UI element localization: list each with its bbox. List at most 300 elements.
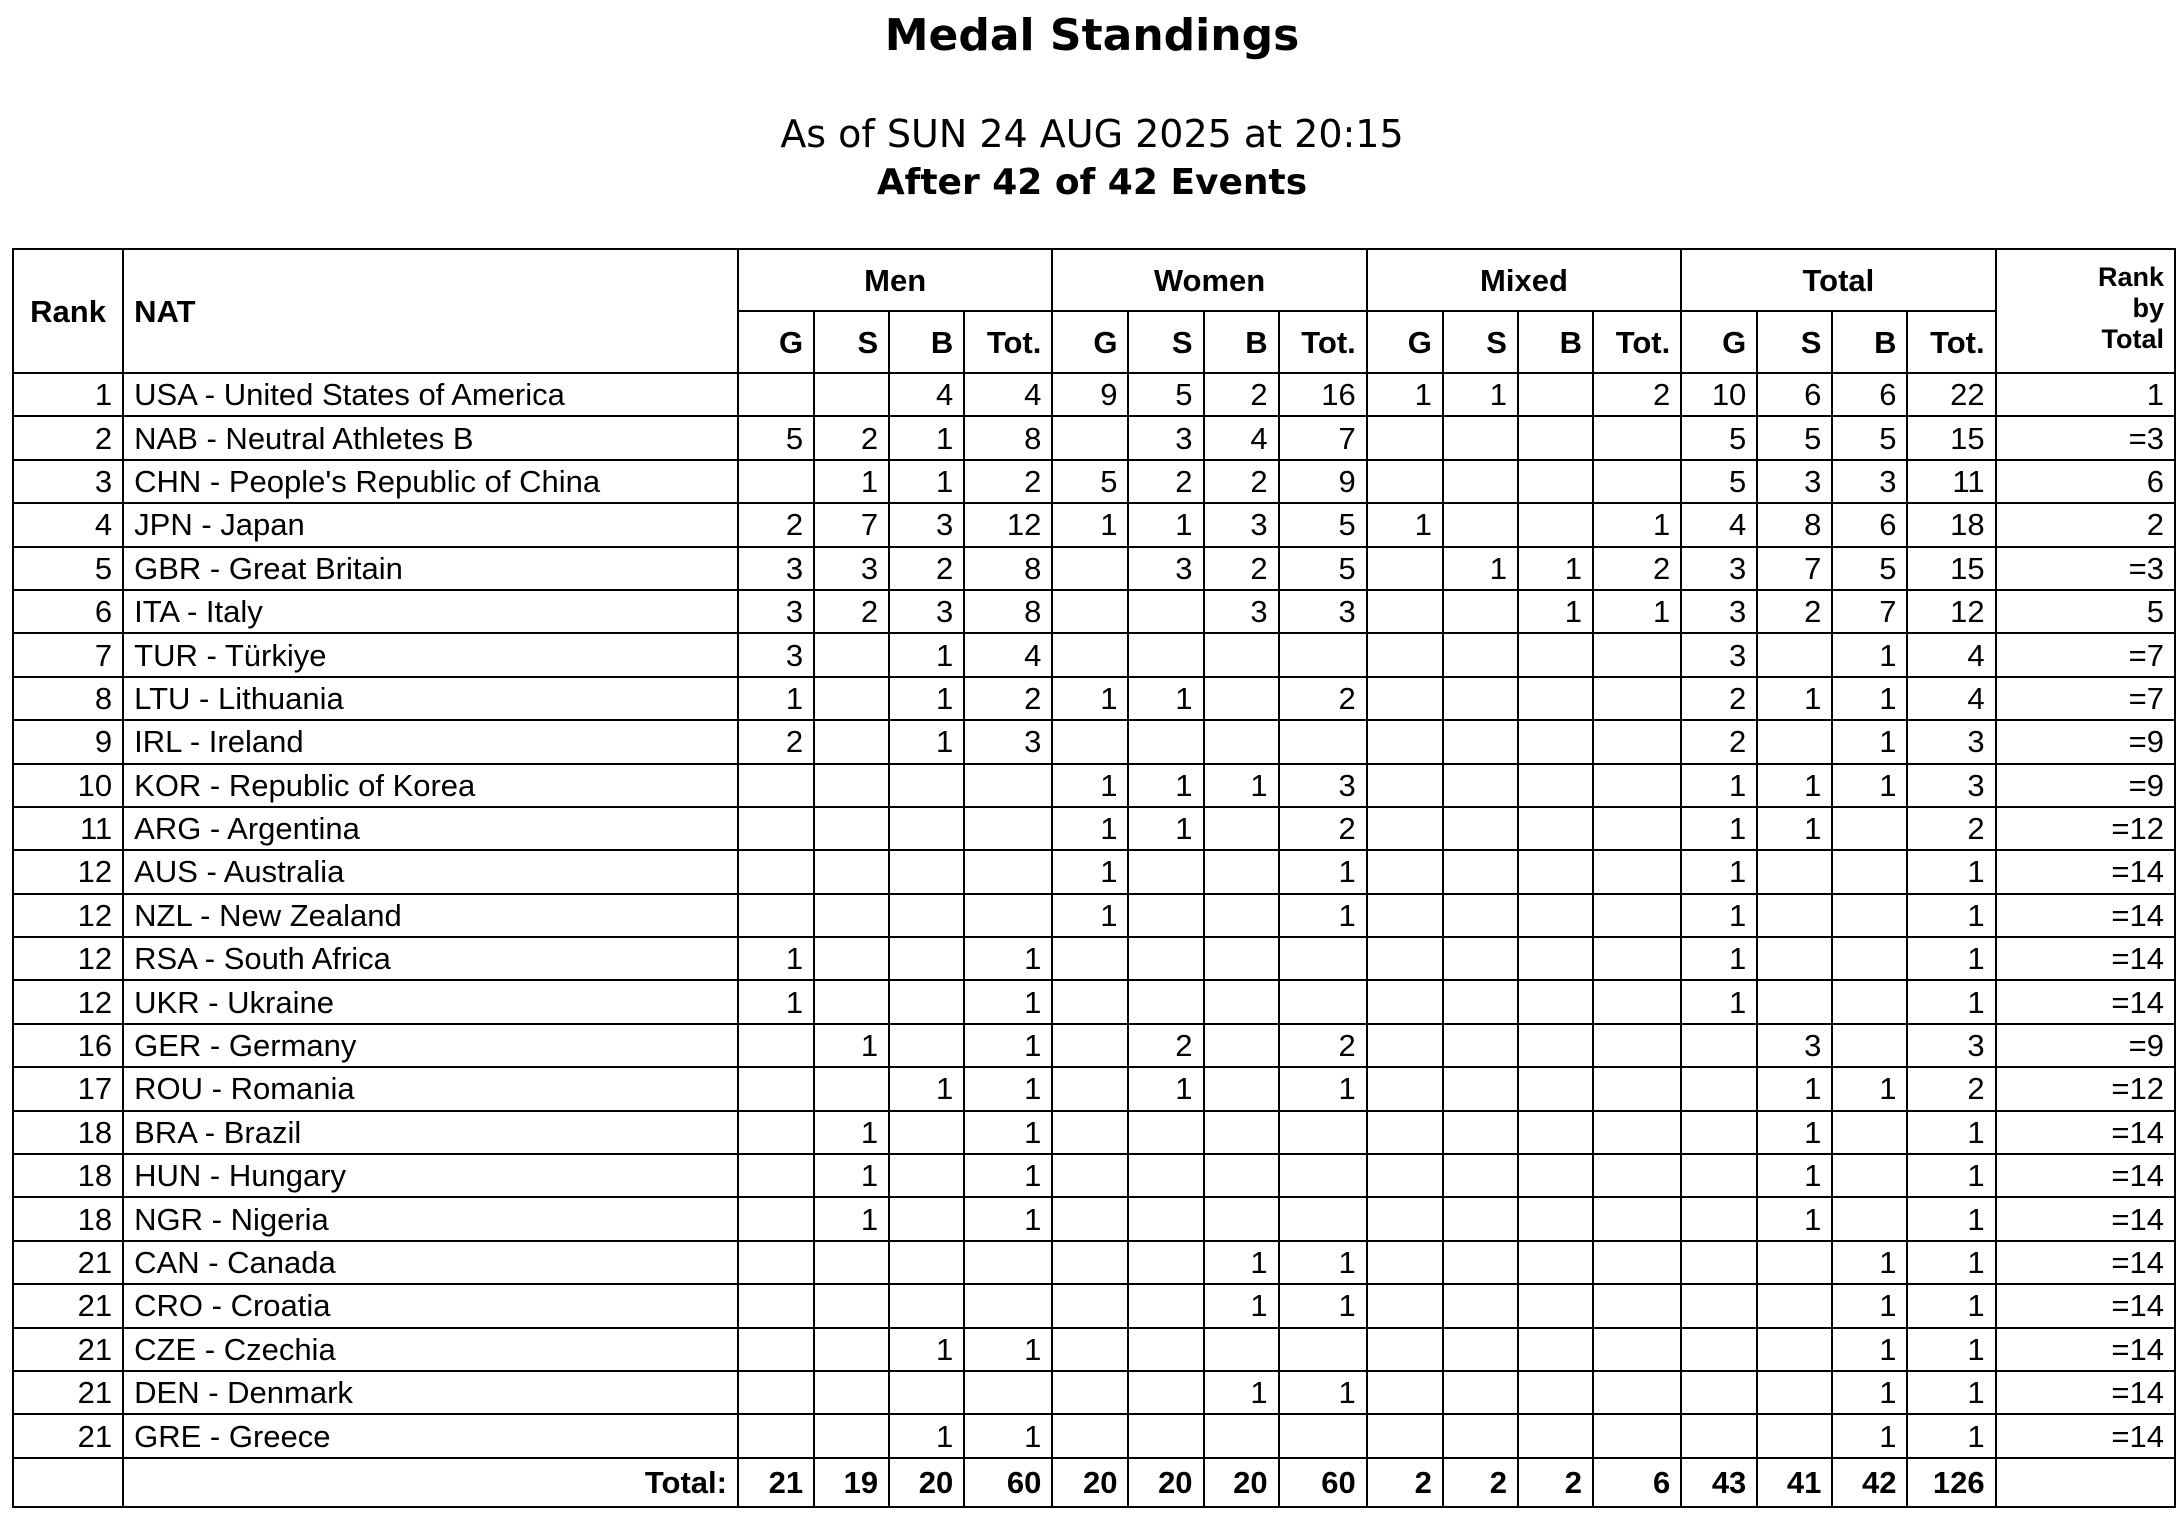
totals-blank-cell — [13, 1458, 123, 1507]
header-rank-by-total: Rank by Total — [1996, 249, 2175, 373]
cell-mixed-b — [1518, 1241, 1593, 1284]
cell-total-s: 2 — [1757, 590, 1832, 633]
header-total-s: S — [1757, 311, 1832, 373]
cell-mixed-b — [1518, 807, 1593, 850]
cell-rank-by-total: =3 — [1996, 416, 2175, 459]
cell-women-b: 1 — [1204, 1284, 1279, 1327]
cell-total-b: 6 — [1832, 373, 1907, 416]
cell-men-tot: 1 — [964, 980, 1052, 1023]
cell-total-g — [1681, 1241, 1757, 1284]
cell-men-tot — [964, 807, 1052, 850]
cell-mixed-s — [1443, 1328, 1518, 1371]
cell-nat: DEN - Denmark — [123, 1371, 738, 1414]
cell-mixed-tot — [1593, 1414, 1681, 1457]
cell-mixed-s — [1443, 633, 1518, 676]
cell-mixed-b — [1518, 1197, 1593, 1240]
cell-men-s: 1 — [814, 1111, 889, 1154]
medal-table — [12, 248, 2176, 1508]
cell-men-tot: 8 — [964, 416, 1052, 459]
totals-row — [13, 1458, 2175, 1507]
header-men-tot: Tot. — [964, 311, 1052, 373]
cell-mixed-tot — [1593, 677, 1681, 720]
cell-mixed-s — [1443, 1284, 1518, 1327]
cell-women-s: 2 — [1128, 1024, 1203, 1067]
cell-rank: 6 — [13, 590, 123, 633]
cell-men-tot: 4 — [964, 633, 1052, 676]
table-row — [13, 1414, 2175, 1457]
cell-men-s — [814, 1371, 889, 1414]
cell-total-g: 1 — [1681, 937, 1757, 980]
cell-women-b — [1204, 1414, 1279, 1457]
cell-men-g — [738, 1111, 814, 1154]
cell-women-b — [1204, 1024, 1279, 1067]
cell-total-g: 1 — [1681, 980, 1757, 1023]
cell-men-b — [889, 1241, 964, 1284]
cell-mixed-b: 1 — [1518, 590, 1593, 633]
cell-rank-by-total: =9 — [1996, 1024, 2175, 1067]
cell-rank-by-total: =14 — [1996, 894, 2175, 937]
cell-men-tot: 1 — [964, 1154, 1052, 1197]
page-title: Medal Standings — [884, 10, 1300, 61]
cell-mixed-tot — [1593, 1024, 1681, 1067]
header-rank: Rank — [13, 249, 123, 373]
cell-nat: ITA - Italy — [123, 590, 738, 633]
cell-rank-by-total: =14 — [1996, 980, 2175, 1023]
cell-women-b — [1204, 1111, 1279, 1154]
cell-men-b: 1 — [889, 720, 964, 763]
cell-total-tot: 22 — [1907, 373, 1995, 416]
cell-total-b: 1 — [1832, 720, 1907, 763]
cell-mixed-b — [1518, 937, 1593, 980]
header-women-b: B — [1204, 311, 1279, 373]
cell-total-b: 1 — [1832, 677, 1907, 720]
cell-total-s — [1757, 720, 1832, 763]
cell-men-g — [738, 894, 814, 937]
cell-total-b — [1832, 937, 1907, 980]
cell-men-s — [814, 633, 889, 676]
header-women-s: S — [1128, 311, 1203, 373]
cell-women-tot: 3 — [1279, 764, 1367, 807]
cell-men-g: 5 — [738, 416, 814, 459]
cell-women-b: 3 — [1204, 590, 1279, 633]
cell-nat: USA - United States of America — [123, 373, 738, 416]
cell-women-s — [1128, 590, 1203, 633]
cell-mixed-g — [1367, 1197, 1443, 1240]
cell-men-s: 1 — [814, 1024, 889, 1067]
cell-men-g — [738, 1154, 814, 1197]
cell-total-s — [1757, 980, 1832, 1023]
cell-women-g — [1052, 1371, 1128, 1414]
cell-women-g — [1052, 1111, 1128, 1154]
cell-nat: RSA - South Africa — [123, 937, 738, 980]
cell-women-s — [1128, 1328, 1203, 1371]
table-row — [13, 1284, 2175, 1327]
cell-women-tot: 1 — [1279, 894, 1367, 937]
cell-women-b — [1204, 807, 1279, 850]
cell-mixed-b — [1518, 1067, 1593, 1110]
cell-men-s — [814, 1328, 889, 1371]
cell-rank-by-total: 5 — [1996, 590, 2175, 633]
cell-total-b: 1 — [1832, 1067, 1907, 1110]
cell-rank: 18 — [13, 1154, 123, 1197]
table-row — [13, 1067, 2175, 1110]
cell-mixed-s — [1443, 1111, 1518, 1154]
cell-total-g — [1681, 1154, 1757, 1197]
cell-rank-by-total: =14 — [1996, 1241, 2175, 1284]
table-row — [13, 416, 2175, 459]
cell-mixed-g — [1367, 720, 1443, 763]
cell-men-g — [738, 764, 814, 807]
cell-mixed-g — [1367, 1067, 1443, 1110]
cell-nat: CHN - People's Republic of China — [123, 460, 738, 503]
cell-women-tot: 16 — [1279, 373, 1367, 416]
cell-total-tot: 1 — [1907, 1284, 1995, 1327]
cell-women-g: 9 — [1052, 373, 1128, 416]
cell-men-g: 3 — [738, 633, 814, 676]
cell-mixed-tot — [1593, 1067, 1681, 1110]
cell-women-s: 1 — [1128, 807, 1203, 850]
table-row — [13, 1197, 2175, 1240]
total-total-tot: 126 — [1907, 1458, 1995, 1507]
cell-nat: CZE - Czechia — [123, 1328, 738, 1371]
cell-total-g: 5 — [1681, 460, 1757, 503]
cell-men-tot: 1 — [964, 1024, 1052, 1067]
cell-mixed-tot — [1593, 633, 1681, 676]
cell-men-g — [738, 850, 814, 893]
cell-men-s — [814, 980, 889, 1023]
table-row — [13, 850, 2175, 893]
cell-women-s — [1128, 1414, 1203, 1457]
cell-nat: JPN - Japan — [123, 503, 738, 546]
cell-total-g: 1 — [1681, 894, 1757, 937]
cell-total-s — [1757, 1284, 1832, 1327]
cell-total-tot: 1 — [1907, 894, 1995, 937]
cell-women-tot — [1279, 1328, 1367, 1371]
cell-women-b — [1204, 633, 1279, 676]
cell-mixed-g — [1367, 416, 1443, 459]
cell-men-tot — [964, 764, 1052, 807]
cell-women-g — [1052, 1067, 1128, 1110]
cell-men-tot: 8 — [964, 547, 1052, 590]
cell-women-b — [1204, 677, 1279, 720]
cell-women-g — [1052, 1241, 1128, 1284]
cell-mixed-g — [1367, 764, 1443, 807]
cell-mixed-s — [1443, 590, 1518, 633]
cell-men-g — [738, 1241, 814, 1284]
cell-men-g: 3 — [738, 590, 814, 633]
cell-total-tot: 1 — [1907, 1197, 1995, 1240]
cell-women-b — [1204, 980, 1279, 1023]
cell-rank: 21 — [13, 1328, 123, 1371]
cell-total-tot: 1 — [1907, 1414, 1995, 1457]
cell-total-tot: 4 — [1907, 677, 1995, 720]
table-row — [13, 677, 2175, 720]
cell-rank: 3 — [13, 460, 123, 503]
cell-mixed-b — [1518, 980, 1593, 1023]
cell-mixed-tot — [1593, 894, 1681, 937]
total-women-g: 20 — [1052, 1458, 1128, 1507]
header-mixed-b: B — [1518, 311, 1593, 373]
cell-men-tot: 12 — [964, 503, 1052, 546]
cell-men-b: 1 — [889, 416, 964, 459]
cell-mixed-tot: 1 — [1593, 503, 1681, 546]
cell-women-s — [1128, 720, 1203, 763]
cell-men-b — [889, 1024, 964, 1067]
cell-men-g — [738, 1067, 814, 1110]
cell-women-b — [1204, 1328, 1279, 1371]
cell-total-b — [1832, 980, 1907, 1023]
cell-total-b — [1832, 850, 1907, 893]
cell-mixed-g — [1367, 980, 1443, 1023]
cell-mixed-s — [1443, 937, 1518, 980]
cell-total-tot: 1 — [1907, 1328, 1995, 1371]
cell-mixed-b — [1518, 1154, 1593, 1197]
cell-women-b: 3 — [1204, 503, 1279, 546]
cell-nat: KOR - Republic of Korea — [123, 764, 738, 807]
cell-total-s — [1757, 1371, 1832, 1414]
cell-nat: ROU - Romania — [123, 1067, 738, 1110]
cell-women-s — [1128, 1197, 1203, 1240]
cell-total-tot: 11 — [1907, 460, 1995, 503]
cell-total-b: 5 — [1832, 547, 1907, 590]
cell-total-tot: 3 — [1907, 720, 1995, 763]
table-row — [13, 633, 2175, 676]
cell-men-g — [738, 1414, 814, 1457]
cell-men-s — [814, 1067, 889, 1110]
cell-rank-by-total: =14 — [1996, 1371, 2175, 1414]
table-row — [13, 547, 2175, 590]
cell-men-g — [738, 1371, 814, 1414]
cell-total-g — [1681, 1328, 1757, 1371]
cell-mixed-g — [1367, 1241, 1443, 1284]
cell-total-s: 1 — [1757, 764, 1832, 807]
cell-mixed-b — [1518, 1024, 1593, 1067]
cell-women-g: 1 — [1052, 503, 1128, 546]
total-men-s: 19 — [814, 1458, 889, 1507]
cell-women-tot — [1279, 1111, 1367, 1154]
cell-rank-by-total: =12 — [1996, 1067, 2175, 1110]
cell-rank: 7 — [13, 633, 123, 676]
cell-men-b — [889, 764, 964, 807]
header-mixed-g: G — [1367, 311, 1443, 373]
cell-nat: CRO - Croatia — [123, 1284, 738, 1327]
table-row — [13, 894, 2175, 937]
cell-mixed-g — [1367, 850, 1443, 893]
cell-mixed-s — [1443, 1197, 1518, 1240]
cell-rank-by-total: =12 — [1996, 807, 2175, 850]
cell-rank: 18 — [13, 1197, 123, 1240]
cell-total-tot: 1 — [1907, 850, 1995, 893]
cell-women-s: 2 — [1128, 460, 1203, 503]
cell-rank-by-total: =14 — [1996, 1284, 2175, 1327]
cell-women-tot: 3 — [1279, 590, 1367, 633]
cell-women-g — [1052, 1197, 1128, 1240]
cell-total-b — [1832, 1024, 1907, 1067]
cell-mixed-s — [1443, 850, 1518, 893]
cell-total-b: 6 — [1832, 503, 1907, 546]
cell-mixed-s — [1443, 416, 1518, 459]
cell-mixed-b — [1518, 503, 1593, 546]
cell-mixed-tot — [1593, 720, 1681, 763]
cell-total-g: 3 — [1681, 547, 1757, 590]
cell-mixed-s — [1443, 1371, 1518, 1414]
cell-men-s — [814, 1284, 889, 1327]
cell-mixed-s — [1443, 720, 1518, 763]
cell-rank: 21 — [13, 1414, 123, 1457]
cell-mixed-g — [1367, 807, 1443, 850]
cell-men-s: 7 — [814, 503, 889, 546]
cell-men-s — [814, 850, 889, 893]
cell-total-tot: 3 — [1907, 1024, 1995, 1067]
cell-mixed-s — [1443, 503, 1518, 546]
cell-women-tot: 1 — [1279, 850, 1367, 893]
cell-men-s: 2 — [814, 416, 889, 459]
cell-mixed-tot — [1593, 980, 1681, 1023]
cell-mixed-g — [1367, 460, 1443, 503]
totals-label: Total: — [123, 1458, 738, 1507]
cell-men-b: 1 — [889, 677, 964, 720]
cell-women-s — [1128, 980, 1203, 1023]
cell-women-tot: 1 — [1279, 1371, 1367, 1414]
cell-total-s: 1 — [1757, 677, 1832, 720]
cell-men-b — [889, 807, 964, 850]
cell-men-tot — [964, 1241, 1052, 1284]
total-men-b: 20 — [889, 1458, 964, 1507]
cell-total-g: 4 — [1681, 503, 1757, 546]
cell-total-b — [1832, 1197, 1907, 1240]
cell-rank-by-total: =9 — [1996, 720, 2175, 763]
cell-women-tot: 1 — [1279, 1284, 1367, 1327]
cell-mixed-tot — [1593, 460, 1681, 503]
cell-rank: 17 — [13, 1067, 123, 1110]
cell-nat: NZL - New Zealand — [123, 894, 738, 937]
cell-rank: 9 — [13, 720, 123, 763]
cell-men-b: 3 — [889, 503, 964, 546]
cell-rank: 16 — [13, 1024, 123, 1067]
cell-men-s — [814, 373, 889, 416]
cell-mixed-g — [1367, 1024, 1443, 1067]
cell-women-tot: 5 — [1279, 547, 1367, 590]
cell-men-b: 1 — [889, 1067, 964, 1110]
cell-nat: UKR - Ukraine — [123, 980, 738, 1023]
cell-men-tot — [964, 1284, 1052, 1327]
cell-total-tot: 1 — [1907, 1111, 1995, 1154]
cell-total-s — [1757, 1241, 1832, 1284]
cell-total-tot: 1 — [1907, 1241, 1995, 1284]
cell-mixed-tot — [1593, 1197, 1681, 1240]
cell-total-b: 7 — [1832, 590, 1907, 633]
cell-women-tot: 2 — [1279, 677, 1367, 720]
cell-mixed-s — [1443, 1024, 1518, 1067]
cell-total-s — [1757, 894, 1832, 937]
cell-men-tot: 4 — [964, 373, 1052, 416]
cell-rank: 12 — [13, 980, 123, 1023]
cell-men-g — [738, 807, 814, 850]
cell-women-tot: 5 — [1279, 503, 1367, 546]
cell-total-g: 1 — [1681, 850, 1757, 893]
cell-women-tot: 7 — [1279, 416, 1367, 459]
table-row — [13, 1024, 2175, 1067]
cell-rank-by-total: =14 — [1996, 1111, 2175, 1154]
cell-total-g: 10 — [1681, 373, 1757, 416]
cell-mixed-b — [1518, 1371, 1593, 1414]
cell-women-g — [1052, 416, 1128, 459]
cell-mixed-tot: 2 — [1593, 373, 1681, 416]
cell-nat: ARG - Argentina — [123, 807, 738, 850]
cell-men-s — [814, 807, 889, 850]
cell-total-b: 1 — [1832, 1284, 1907, 1327]
cell-total-s: 1 — [1757, 807, 1832, 850]
cell-mixed-g — [1367, 1154, 1443, 1197]
cell-women-g — [1052, 1328, 1128, 1371]
cell-women-b: 4 — [1204, 416, 1279, 459]
cell-mixed-g — [1367, 1328, 1443, 1371]
cell-nat: CAN - Canada — [123, 1241, 738, 1284]
cell-mixed-tot — [1593, 1371, 1681, 1414]
cell-men-g — [738, 460, 814, 503]
cell-mixed-b — [1518, 373, 1593, 416]
cell-mixed-tot — [1593, 1111, 1681, 1154]
cell-total-tot: 15 — [1907, 416, 1995, 459]
cell-women-b: 1 — [1204, 1371, 1279, 1414]
cell-total-g — [1681, 1371, 1757, 1414]
cell-men-tot — [964, 1371, 1052, 1414]
cell-mixed-b — [1518, 764, 1593, 807]
cell-women-g: 1 — [1052, 807, 1128, 850]
table-row — [13, 373, 2175, 416]
cell-women-g — [1052, 720, 1128, 763]
table-row — [13, 590, 2175, 633]
cell-mixed-s — [1443, 677, 1518, 720]
cell-men-b — [889, 1111, 964, 1154]
cell-mixed-s — [1443, 980, 1518, 1023]
cell-nat: TUR - Türkiye — [123, 633, 738, 676]
cell-women-s — [1128, 1284, 1203, 1327]
cell-men-b: 3 — [889, 590, 964, 633]
cell-women-g: 1 — [1052, 764, 1128, 807]
cell-rank-by-total: =7 — [1996, 633, 2175, 676]
cell-total-b: 1 — [1832, 1241, 1907, 1284]
cell-mixed-g — [1367, 677, 1443, 720]
cell-total-s: 3 — [1757, 460, 1832, 503]
cell-women-g: 5 — [1052, 460, 1128, 503]
cell-total-tot: 1 — [1907, 980, 1995, 1023]
cell-men-g — [738, 373, 814, 416]
cell-rank-by-total: =14 — [1996, 1414, 2175, 1457]
cell-women-s — [1128, 1154, 1203, 1197]
cell-mixed-g — [1367, 1414, 1443, 1457]
cell-mixed-s — [1443, 894, 1518, 937]
cell-rank-by-total: =14 — [1996, 850, 2175, 893]
cell-rank-by-total: =9 — [1996, 764, 2175, 807]
cell-total-s — [1757, 1414, 1832, 1457]
cell-women-g — [1052, 937, 1128, 980]
cell-mixed-g: 1 — [1367, 503, 1443, 546]
cell-mixed-s: 1 — [1443, 373, 1518, 416]
table-row — [13, 937, 2175, 980]
cell-total-b — [1832, 1154, 1907, 1197]
cell-mixed-b — [1518, 460, 1593, 503]
cell-total-g: 1 — [1681, 764, 1757, 807]
cell-women-s — [1128, 894, 1203, 937]
table-row — [13, 1241, 2175, 1284]
header-men-s: S — [814, 311, 889, 373]
cell-rank-by-total: =14 — [1996, 1328, 2175, 1371]
cell-rank: 10 — [13, 764, 123, 807]
cell-mixed-tot — [1593, 1241, 1681, 1284]
cell-total-tot: 1 — [1907, 1371, 1995, 1414]
cell-women-s — [1128, 937, 1203, 980]
